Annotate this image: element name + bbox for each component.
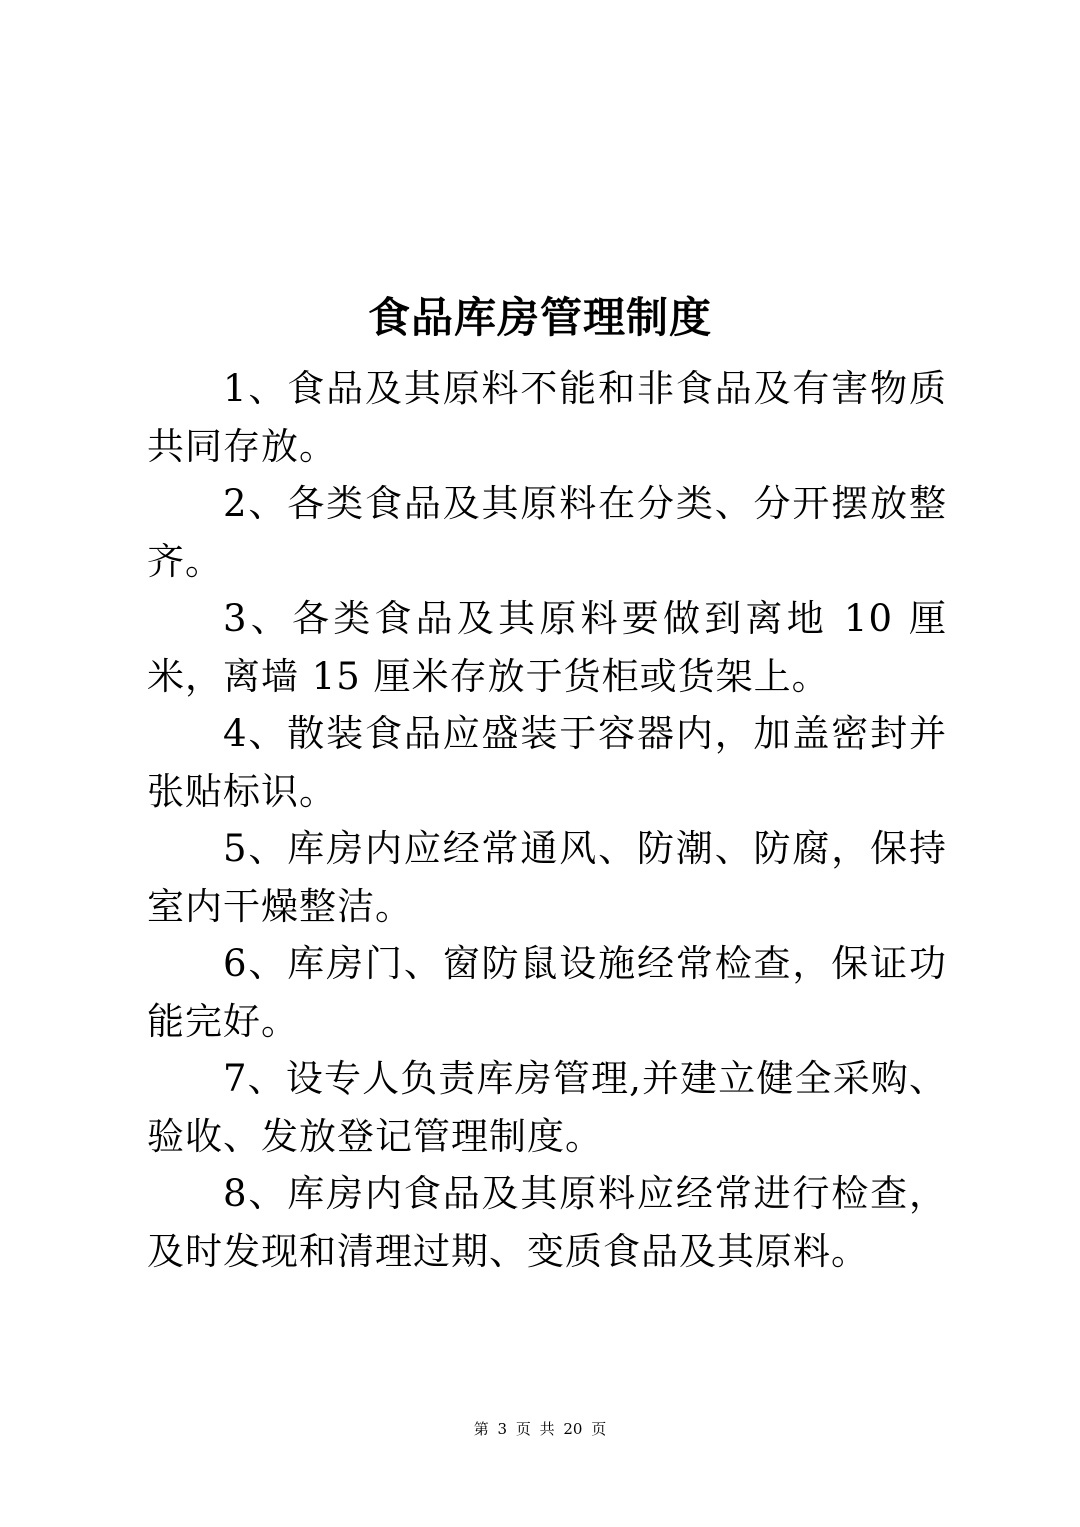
page-number-footer: 第 3 页 共 20 页	[473, 1420, 607, 1438]
rule-item-7: 7、设专人负责库房管理,并建立健全采购、验收、发放登记管理制度。	[147, 1057, 947, 1158]
rule-item-6: 6、库房门、窗防鼠设施经常检查，保证功能完好。	[147, 942, 947, 1043]
rule-item-5: 5、库房内应经常通风、防潮、防腐，保持室内干燥整洁。	[147, 827, 947, 928]
document-title: 食品库房管理制度	[367, 293, 712, 342]
rules-list	[147, 360, 947, 1280]
rule-item-8: 8、库房内食品及其原料应经常进行检查，及时发现和清理过期、变质食品及其原料。	[147, 1172, 947, 1273]
rule-item-1: 1、食品及其原料不能和非食品及有害物质共同存放。	[147, 367, 947, 468]
rule-item-3: 3、各类食品及其原料要做到离地 10 厘米，离墙 15 厘米存放于货柜或货架上。	[147, 597, 947, 698]
rule-item-4: 4、散装食品应盛装于容器内，加盖密封并张贴标识。	[147, 712, 947, 813]
rule-item-2: 2、各类食品及其原料在分类、分开摆放整齐。	[147, 482, 947, 583]
